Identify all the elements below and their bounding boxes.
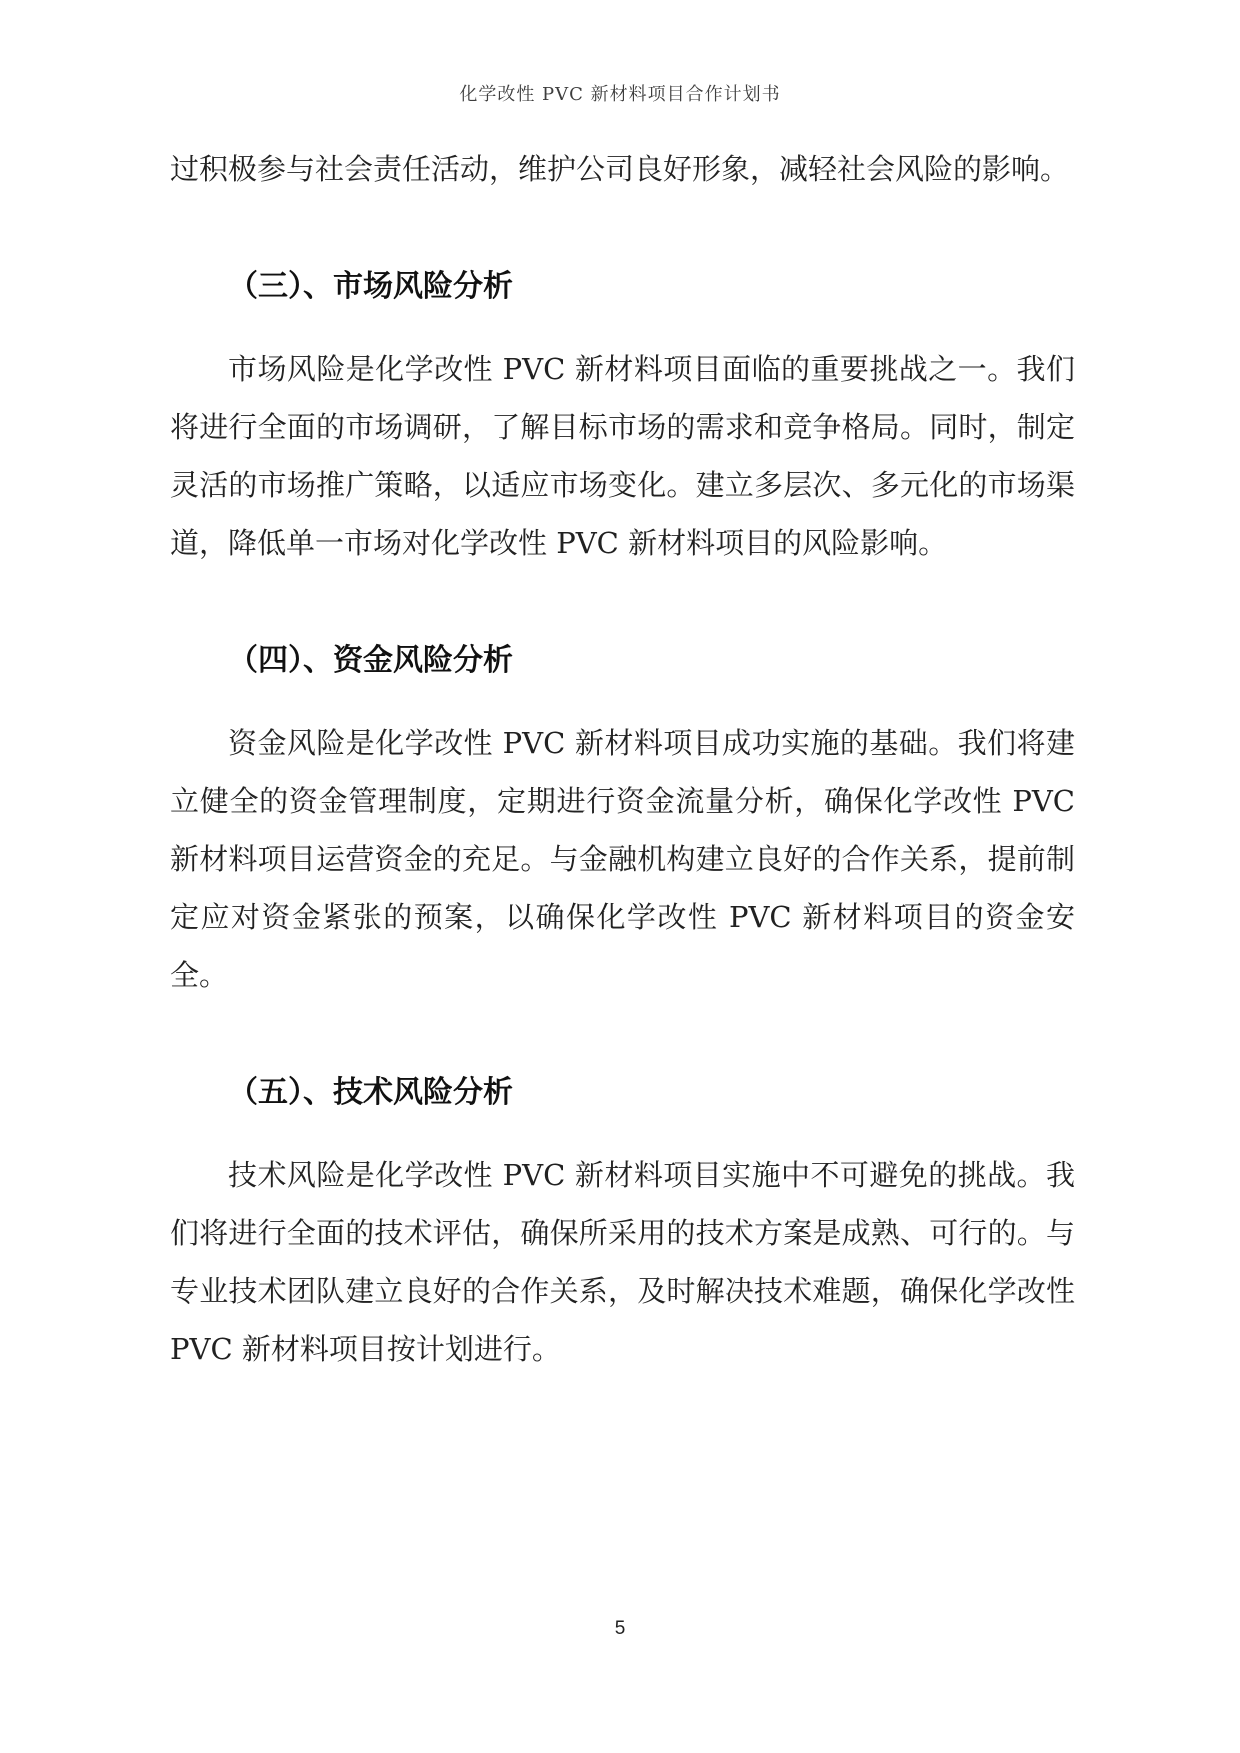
page-footer [0, 1618, 1240, 1640]
page-header [0, 80, 1240, 106]
heading-funding-risk-analysis: （四）、资金风险分析 [228, 644, 513, 677]
heading-technical-risk-analysis: （五）、技术风险分析 [228, 1076, 513, 1109]
paragraph-social-risk-continuation: 过积极参与社会责任活动，维护公司良好形象，减轻社会风险的影响。 [170, 152, 1070, 186]
document-title: 化学改性 PVC 新材料项目合作计划书 [459, 84, 781, 105]
paragraph-technical-risk-analysis: 技术风险是化学改性 PVC 新材料项目实施中不可避免的挑战。我们将进行全面的技术评估，确保所采用的技术方案是成熟、可行的。与专业技术团队建立良好的合作关系，及时解决技术难题，确保化学改性 PVC 新材料项目按计划进行。 [170, 1158, 1075, 1366]
heading-market-risk-analysis: （三）、市场风险分析 [228, 270, 513, 303]
page-number: 5 [614, 1618, 626, 1639]
paragraph-funding-risk-analysis: 资金风险是化学改性 PVC 新材料项目成功实施的基础。我们将建立健全的资金管理制度，定期进行资金流量分析，确保化学改性 PVC 新材料项目运营资金的充足。与金融机构建立良好的合作关系，提前制定应对资金紧张的预案，以确保化学改性 PVC 新材料项目的资金安全。 [170, 726, 1075, 992]
paragraph-market-risk-analysis: 市场风险是化学改性 PVC 新材料项目面临的重要挑战之一。我们将进行全面的市场调研，了解目标市场的需求和竞争格局。同时，制定灵活的市场推广策略，以适应市场变化。建立多层次、多元化的市场渠道，降低单一市场对化学改性 PVC 新材料项目的风险影响。 [170, 352, 1075, 560]
document-body [170, 140, 1075, 1378]
